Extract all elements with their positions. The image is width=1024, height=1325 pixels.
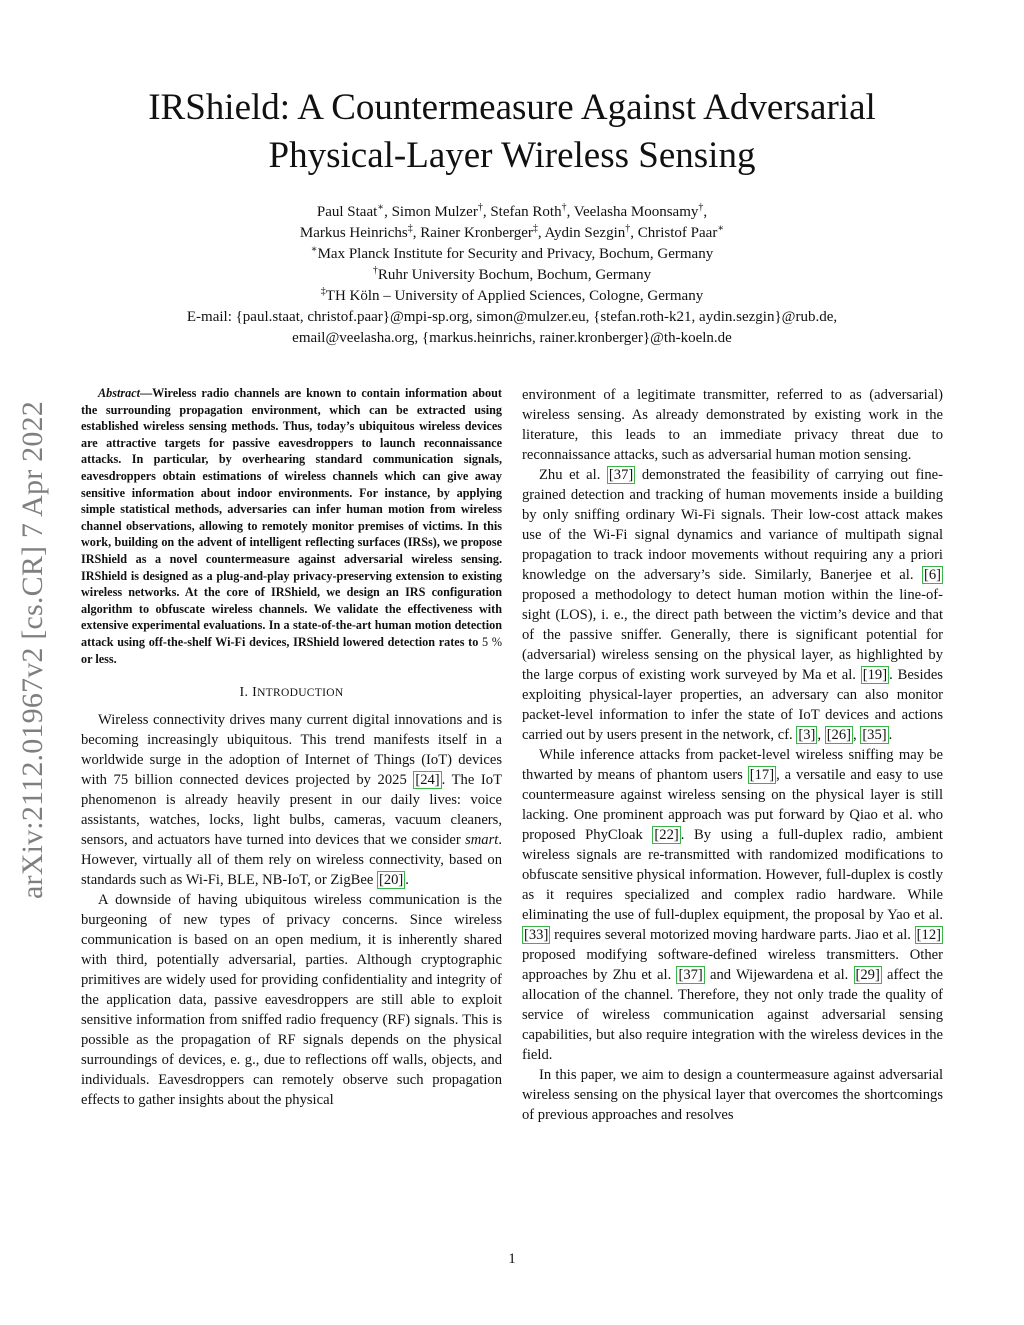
affiliation-2 bbox=[60, 265, 964, 286]
paragraph-text: . bbox=[888, 727, 893, 743]
affiliation-mark: † bbox=[698, 202, 704, 213]
affiliation-3 bbox=[60, 286, 964, 307]
paragraph-text: . However, virtually all of them rely on wireless connectivity, based on standards such as Wi-Fi, BLE, NB-IoT, or ZigBee bbox=[81, 832, 502, 889]
title-line-2: Physical-Layer Wireless Sensing bbox=[268, 135, 756, 176]
citation-link[interactable]: [6] bbox=[923, 567, 941, 583]
affiliation-text: TH Köln – University of Applied Sciences, Cologne, Germany bbox=[325, 288, 704, 304]
intro-paragraph-3 bbox=[522, 465, 943, 745]
arxiv-identifier bbox=[10, 370, 70, 930]
affiliation-mark: † bbox=[477, 202, 483, 213]
author-name: , Stefan Roth bbox=[482, 204, 562, 220]
intro-paragraph-2-continued: environment of a legitimate transmitter, referred to as (adversarial) wireless sensing. As already demonstrated by existing work in the literature, this leads to an immediate privacy threat due to reconnaissance attacks, such as adversarial human motion sensing. bbox=[522, 387, 943, 463]
section-number: I. bbox=[239, 685, 253, 701]
citation-link[interactable]: [22] bbox=[654, 827, 679, 843]
paragraph-text: and Wijewardena et al. bbox=[704, 967, 854, 983]
affiliation-mark: ‡ bbox=[320, 286, 326, 297]
paragraph-text: affect the allocation of the channel. Therefore, they not only trade the quality of service of wireless communication against adversarial sensing capabilities, but also require integration with the wireless devices in the field. bbox=[522, 967, 943, 1063]
citation-link[interactable]: [17] bbox=[749, 767, 775, 783]
author-name: , Veelasha Moonsamy bbox=[566, 204, 699, 220]
paragraph-text: , bbox=[853, 727, 861, 743]
right-column bbox=[522, 385, 943, 1125]
abstract-text: —Wireless radio channels are known to contain information about the surrounding propagation environment, which can be extracted using established wireless sensing methods. Thus, today’s ubiquitous wireless devices are attractive targets for passive eavesdroppers to launch reconnaissance attacks. In particular, by overhearing standard communication signals, eavesdroppers obtain estimations of wireless channels which can give away sensitive information about indoor environments. For instance, by applying simple statistical methods, adversaries can infer human motion from wireless channel observations, allowing to remotely monitor premises of victims. In this work, building on the advent of intelligent reflecting surfaces (IRSs), we propose IRShield as a novel countermeasure against adversarial wireless sensing. IRShield is designed as a plug-and-play privacy-preserving extension to existing wireless networks. At the core of IRShield, we design an IRS configuration algorithm to obfuscate wireless channels. We validate the effectiveness with extensive experimental evaluations. In a state-of-the-art human motion detection attack using off-the-shelf Wi-Fi devices, IRShield lowered detection rates to bbox=[81, 386, 502, 649]
author-line-2 bbox=[60, 223, 964, 244]
paragraph-text: . bbox=[405, 872, 409, 889]
email-line-2: email@veelasha.org, {markus.heinrichs, rainer.kronberger}@th-koeln.de bbox=[292, 330, 732, 346]
paragraph-text: proposed a methodology to detect human motion within the line-of-sight (LOS), i. e., the direct path between the victim’s device and that of the passive sniffer. Generally, there is significant potential for (adversarial) wireless sensing on the physical layer, as highlighted by the large corpus of existing work surveyed by Ma et al. bbox=[522, 587, 943, 683]
paragraph-text: , bbox=[817, 727, 825, 743]
affiliation-mark: † bbox=[625, 223, 631, 234]
intro-paragraph-4 bbox=[522, 745, 943, 1065]
affiliation-mark: ‡ bbox=[532, 223, 538, 234]
paper-title bbox=[70, 84, 954, 180]
affiliation-mark: ‡ bbox=[407, 223, 413, 234]
intro-paragraph-5: In this paper, we aim to design a countermeasure against adversarial wireless sensing on the physical layer that overcomes the shortcomings of previous approaches and resolves bbox=[522, 1067, 943, 1123]
emphasis-text: smart bbox=[465, 832, 499, 849]
paragraph-text: requires several motorized moving hardware parts. Jiao et al. bbox=[550, 927, 915, 943]
paragraph-text: proposed modifying software-defined wireless transmitters. Other approaches by Zhu et al. bbox=[522, 947, 943, 983]
affiliation-mark: † bbox=[561, 202, 567, 213]
intro-paragraph-2: A downside of having ubiquitous wireless communication is the burgeoning of new types of privacy concerns. Since wireless communication is based on an open medium, it is inherently shared with third, potentially adversarial, parties. Although cryptographic primitives are widely used for providing confidentiality and integrity of the application data, passive eavesdroppers are still able to exploit sensitive information from sniffed radio frequency (RF) signals. This is possible as the propagation of RF signals depends on the physical surroundings of devices, e. g., due to reflections off walls, objects, and individuals. Eavesdroppers can remotely observe such propagation effects to gather insights about the physical bbox=[81, 892, 502, 1109]
author-name: Paul Staat bbox=[316, 204, 378, 220]
author-name: , Simon Mulzer bbox=[384, 204, 478, 220]
affiliation-text: Ruhr University Bochum, Bochum, Germany bbox=[377, 267, 652, 283]
section-heading-introduction bbox=[81, 683, 502, 703]
arxiv-identifier-text: arXiv:2112.01967v2 [cs.CR] 7 Apr 2022 bbox=[16, 401, 49, 899]
author-name: , Aydin Sezgin bbox=[537, 225, 626, 241]
section-title-initial: I bbox=[252, 685, 258, 701]
citation-link[interactable]: [20] bbox=[378, 872, 404, 889]
paragraph-text: demonstrated the feasibility of carrying out fine-grained detection and tracking of human movements inside a building by only sniffing ordinary Wi-Fi signals. Their low-cost attack makes use of the Wi-Fi signal dynamics and variance of multipath signal propagation to track indoor movements without requiring any a priori knowledge on the adversary’s side. Similarly, Banerjee et al. bbox=[522, 467, 943, 583]
author-line-1 bbox=[60, 202, 964, 223]
citation-link[interactable]: [33] bbox=[524, 927, 549, 943]
citation-link[interactable]: [12] bbox=[916, 927, 941, 943]
citation-link[interactable]: [19] bbox=[862, 667, 888, 683]
affiliation-mark: † bbox=[372, 265, 378, 276]
author-name: Markus Heinrichs bbox=[299, 225, 408, 241]
paragraph-text: . By using a full-duplex radio, ambient wireless signals are re-transmitted with randomized modifications to obfuscate sensitive physical information. However, full-duplex is costly as it requires specialized and complex radio hardware. While eliminating the use of full-duplex equipment, the proposal by Yao et al. bbox=[522, 827, 943, 923]
abstract-value: 5 % bbox=[482, 634, 502, 649]
affiliation-mark: ∗ bbox=[310, 244, 318, 255]
abstract-end: or less. bbox=[81, 651, 117, 666]
title-line-1: IRShield: A Countermeasure Against Adversarial bbox=[148, 87, 876, 128]
affiliation-1 bbox=[60, 244, 964, 265]
abstract-label: Abstract bbox=[98, 386, 140, 400]
page-number: 1 bbox=[508, 1251, 516, 1267]
paragraph-text: While inference attacks from packet-level wireless sniffing may be thwarted by means of phantom users bbox=[522, 747, 943, 783]
section-title-rest: NTRODUCTION bbox=[257, 687, 344, 700]
author-name: , Rainer Kronberger bbox=[412, 225, 533, 241]
citation-link[interactable]: [37] bbox=[608, 467, 634, 483]
paragraph-text: Zhu et al. bbox=[539, 467, 607, 483]
citation-link[interactable]: [24] bbox=[415, 772, 440, 789]
email-line-1: E-mail: {paul.staat, christof.paar}@mpi-sp.org, simon@mulzer.eu, {stefan.roth-k21, aydin.sezgin}@rub.de, bbox=[186, 309, 838, 325]
citation-link[interactable]: [29] bbox=[855, 967, 880, 983]
paragraph-text: . The IoT phenomenon is already heavily present in our daily lives: voice assistants, watches, locks, light bulbs, cameras, vacuum cleaners, sensors, and actuators have turned into devices that we consider bbox=[81, 772, 502, 849]
citation-link[interactable]: [35] bbox=[862, 727, 887, 743]
author-separator: , bbox=[703, 204, 708, 220]
left-column bbox=[81, 385, 502, 1110]
citation-link[interactable]: [26] bbox=[826, 727, 852, 743]
paragraph-text: Wireless connectivity drives many current digital innovations and is becoming increasingly ubiquitous. This trend manifests itself in a worldwide surge in the adoption of Internet of Things (IoT) devices with 75 billion connected devices projected by 2025 bbox=[81, 712, 502, 789]
affiliation-mark: ∗ bbox=[717, 223, 725, 234]
affiliation-mark: ∗ bbox=[377, 202, 385, 213]
intro-paragraph-1 bbox=[81, 710, 502, 890]
citation-link[interactable]: [3] bbox=[798, 727, 816, 743]
abstract bbox=[81, 385, 502, 667]
affiliation-text: Max Planck Institute for Security and Privacy, Bochum, Germany bbox=[317, 246, 714, 262]
citation-link[interactable]: [37] bbox=[678, 967, 703, 983]
paragraph-text: , a versatile and easy to use countermeasure against wireless sensing on the physical layer is still lacking. One prominent approach was put forward by Qiao et al. who proposed PhyCloak bbox=[522, 767, 943, 843]
author-block bbox=[60, 202, 964, 349]
paragraph-text: . Besides exploiting physical-layer properties, an adversary can also monitor packet-level information to infer the state of IoT devices and actions carried out by users present in the network, cf. bbox=[522, 667, 943, 743]
author-name: , Christof Paar bbox=[630, 225, 718, 241]
